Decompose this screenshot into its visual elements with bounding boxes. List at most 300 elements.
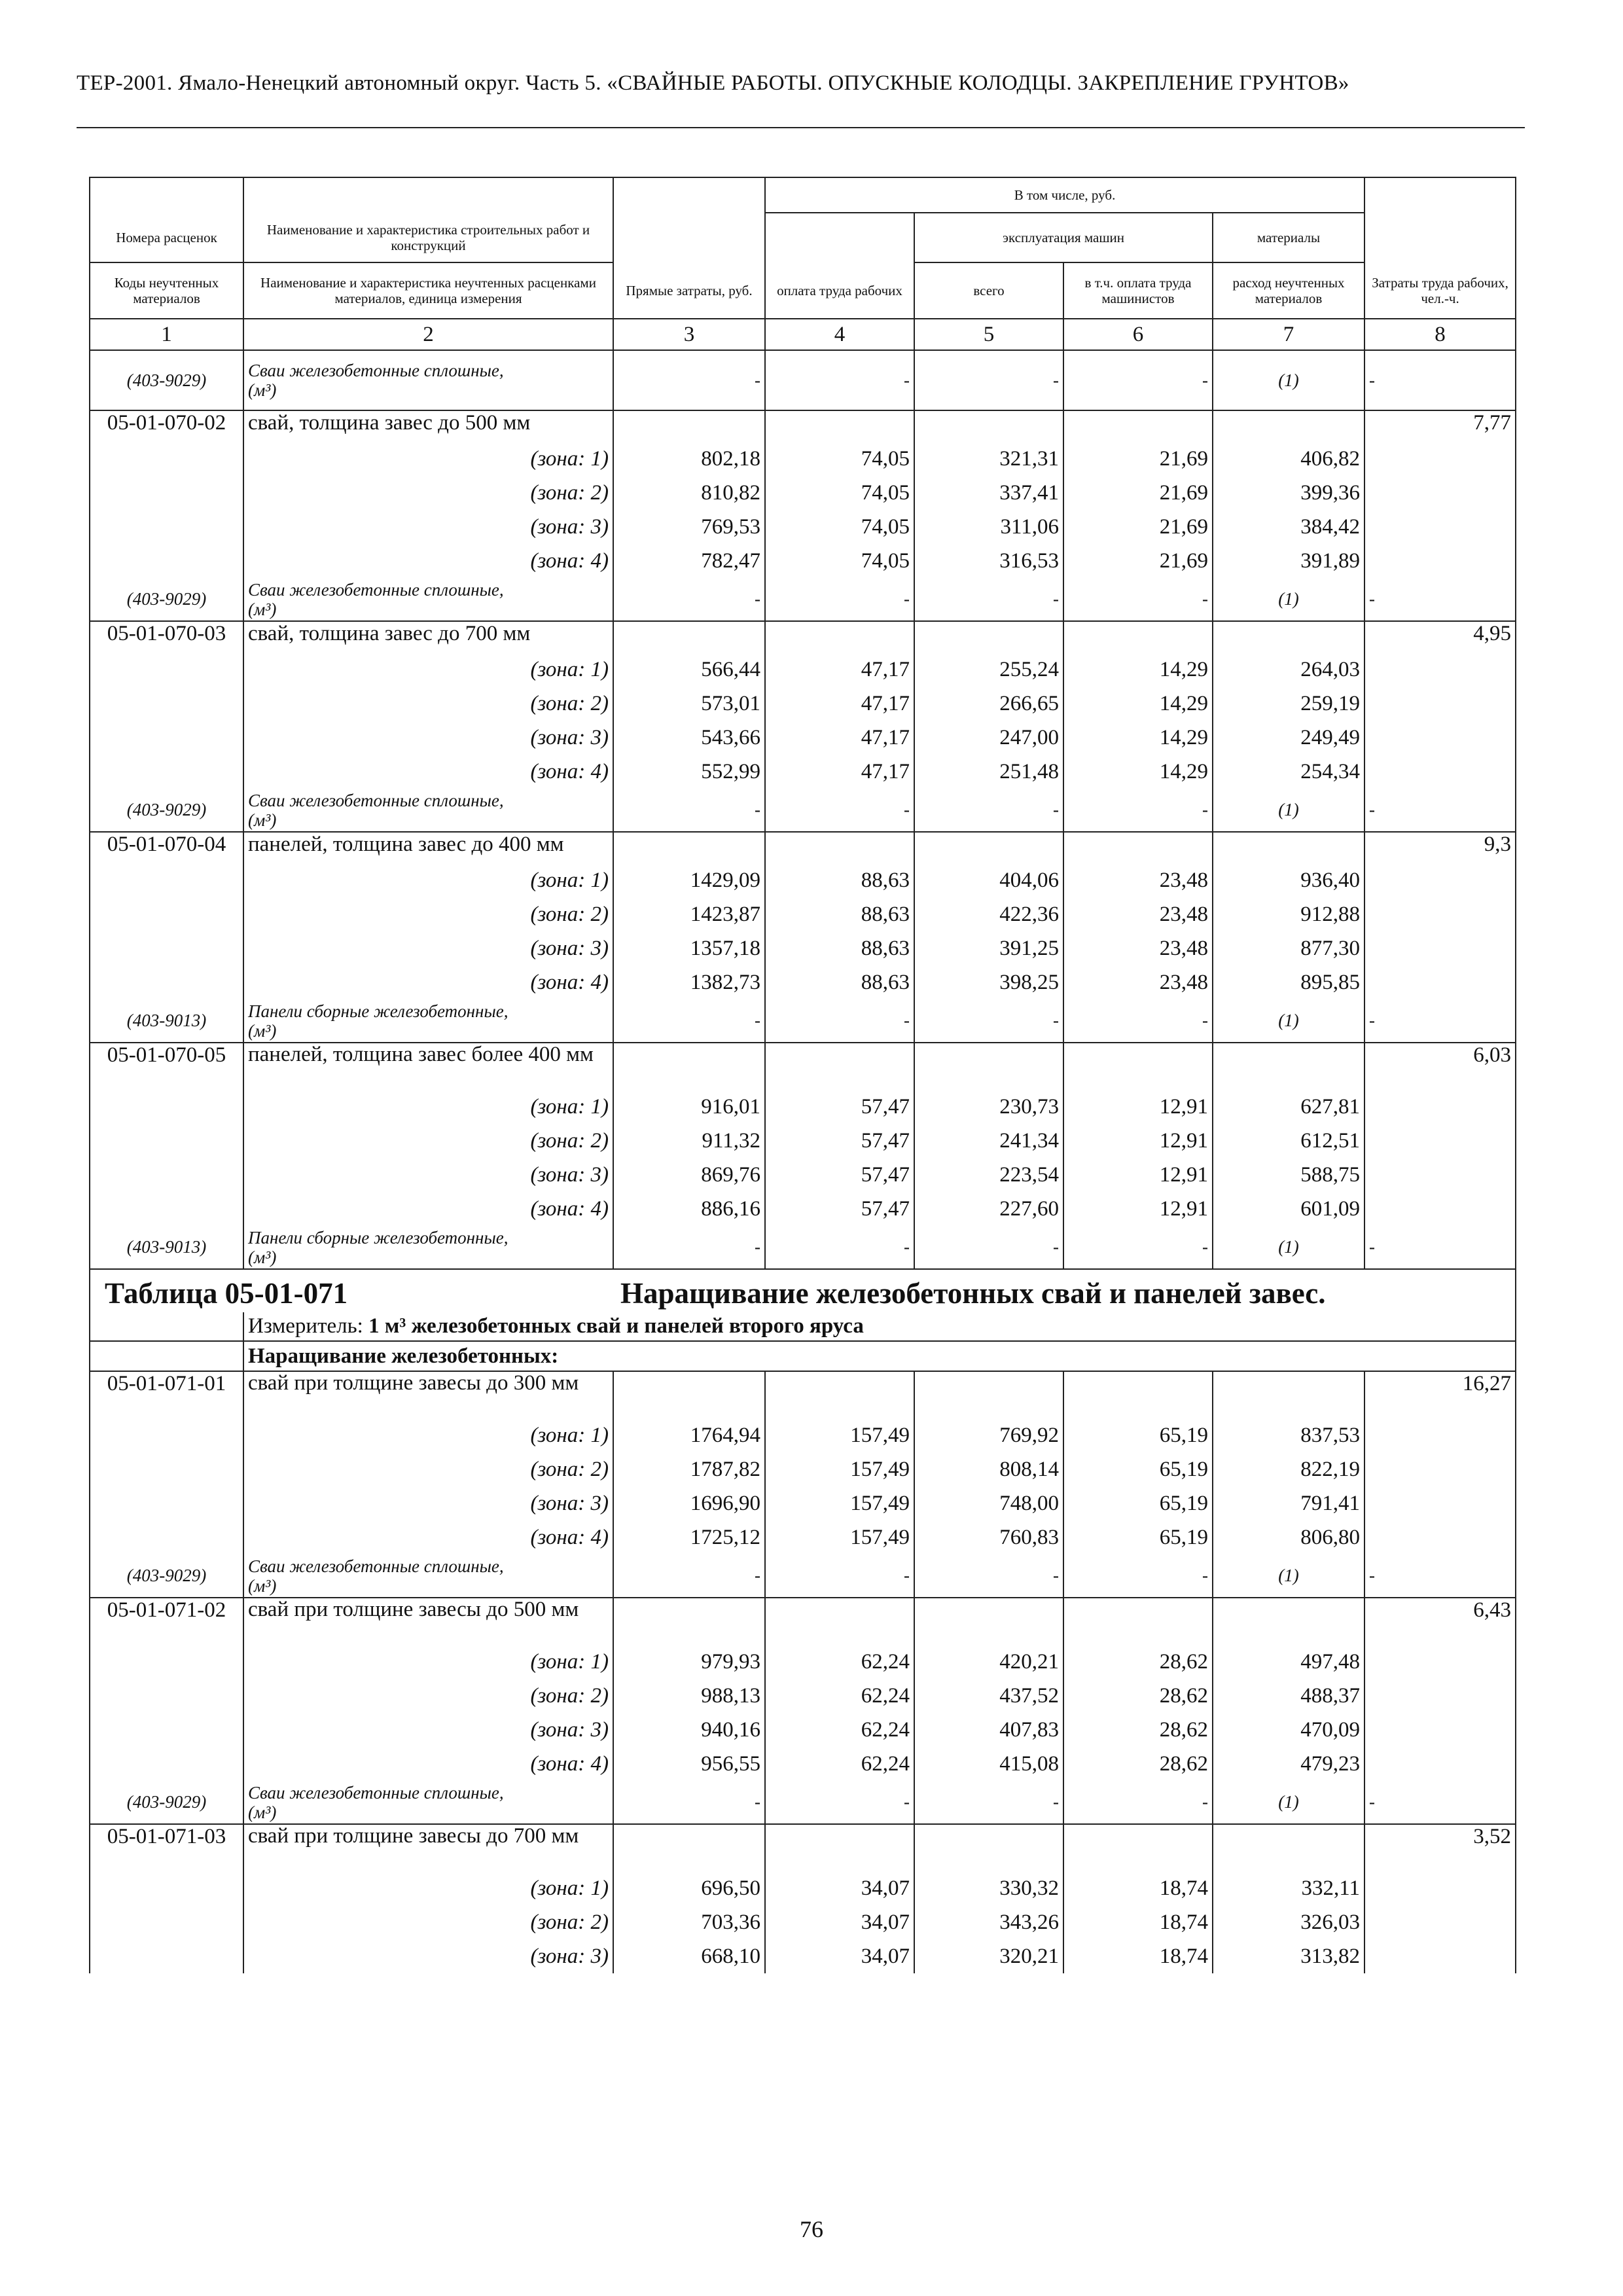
value-c7: 399,36: [1213, 476, 1364, 510]
value-c3: 1429,09: [613, 863, 765, 897]
zone-label: (зона: 2): [243, 476, 613, 510]
col1-header-top-spacer: [90, 177, 243, 213]
value-c6: 28,62: [1063, 1747, 1213, 1781]
labor-cost: 3,52: [1364, 1824, 1516, 1871]
material-name: [243, 1781, 613, 1824]
zone-row: [90, 1679, 1516, 1713]
material-name: [243, 999, 613, 1043]
value-c5: 241,34: [914, 1124, 1063, 1158]
value-c5: 251,48: [914, 755, 1063, 789]
zone-row: [90, 897, 1516, 931]
table2-measure: [243, 1312, 1516, 1341]
header-col7: расход неучтенных материалов: [1213, 262, 1364, 319]
value-c3: 1764,94: [613, 1418, 765, 1452]
value-c7: 470,09: [1213, 1713, 1364, 1747]
labor-cost: 6,43: [1364, 1598, 1516, 1645]
empty-cell: [1364, 1418, 1516, 1452]
empty-cell: [765, 832, 914, 863]
value-c7: 877,30: [1213, 931, 1364, 965]
material-row: [90, 350, 1516, 410]
value-c4: 57,47: [765, 1158, 914, 1192]
value-c4: 157,49: [765, 1520, 914, 1554]
value-c3: 988,13: [613, 1679, 765, 1713]
value-c3: 1423,87: [613, 897, 765, 931]
value-c6: 18,74: [1063, 1939, 1213, 1973]
dash-value: -: [1364, 578, 1516, 621]
value-c4: 157,49: [765, 1452, 914, 1486]
empty-cell: [1364, 1520, 1516, 1554]
material-name-text: Сваи железобетонные сплошные,: [248, 1556, 504, 1576]
measure-prefix: Измеритель:: [248, 1314, 363, 1338]
empty-cell: [1364, 1158, 1516, 1192]
value-c4: 74,05: [765, 510, 914, 544]
zone-row: [90, 1747, 1516, 1781]
value-c5: 407,83: [914, 1713, 1063, 1747]
dash-value: -: [1063, 350, 1213, 410]
empty-cell: [914, 1598, 1063, 1645]
material-name-line: [248, 1556, 609, 1576]
dash-value: -: [914, 1554, 1063, 1598]
empty-cell: [1364, 1905, 1516, 1939]
dash-value: -: [1364, 1226, 1516, 1269]
value-c5: 316,53: [914, 544, 1063, 578]
empty-cell: [613, 1043, 765, 1090]
value-c6: 65,19: [1063, 1486, 1213, 1520]
zone-row: [90, 1192, 1516, 1226]
zone-row: [90, 653, 1516, 687]
value-c7: 332,11: [1213, 1871, 1364, 1905]
page-header: ТЕР-2001. Ямало-Ненецкий автономный округ. Часть 5. «СВАЙНЫЕ РАБОТЫ. ОПУСКНЫЕ КОЛОДЦЫ. ЗАКРЕПЛЕНИЕ ГРУНТОВ»: [77, 71, 1349, 95]
zone-row: [90, 931, 1516, 965]
value-c3: 552,99: [613, 755, 765, 789]
value-c5: 420,21: [914, 1645, 1063, 1679]
material-name-line: [248, 791, 609, 810]
labor-cost: 6,03: [1364, 1043, 1516, 1090]
value-c6: 23,48: [1063, 931, 1213, 965]
dash-value: -: [765, 350, 914, 410]
value-c7: 627,81: [1213, 1090, 1364, 1124]
dash-value: -: [613, 1554, 765, 1598]
value-c7: 588,75: [1213, 1158, 1364, 1192]
empty-cell: [90, 442, 243, 476]
rate-code: 05-01-070-03: [90, 621, 243, 653]
rate-row: [90, 832, 1516, 863]
empty-cell: [1213, 1371, 1364, 1418]
empty-cell: [90, 755, 243, 789]
dash-value: -: [1364, 350, 1516, 410]
empty-cell: [90, 1486, 243, 1520]
material-row: [90, 578, 1516, 621]
page-number: 76: [800, 2216, 823, 2242]
table2-measure-row: [90, 1312, 1516, 1341]
empty-cell: [1213, 621, 1364, 653]
value-c6: 23,48: [1063, 863, 1213, 897]
empty-cell: [1364, 1090, 1516, 1124]
dash-value: -: [1063, 789, 1213, 832]
value-c3: 1357,18: [613, 931, 765, 965]
zone-row: [90, 1871, 1516, 1905]
empty-cell: [90, 1090, 243, 1124]
value-c4: 157,49: [765, 1418, 914, 1452]
zone-row: [90, 544, 1516, 578]
empty-cell: [90, 510, 243, 544]
empty-cell: [1364, 1486, 1516, 1520]
zone-label: (зона: 2): [243, 1905, 613, 1939]
value-c7: 806,80: [1213, 1520, 1364, 1554]
labor-cost: 9,3: [1364, 832, 1516, 863]
material-name: [243, 578, 613, 621]
empty-cell: [1213, 1043, 1364, 1090]
value-c7: 259,19: [1213, 687, 1364, 721]
value-c4: 74,05: [765, 476, 914, 510]
table2-label: Таблица 05-01-071: [105, 1277, 348, 1310]
material-qty: (1): [1213, 1781, 1364, 1824]
material-row: [90, 789, 1516, 832]
zone-row: [90, 1452, 1516, 1486]
value-c4: 74,05: [765, 544, 914, 578]
empty-cell: [1364, 1939, 1516, 1973]
value-c5: 337,41: [914, 476, 1063, 510]
table2-title-cell: [90, 1269, 1516, 1312]
rate-name: панелей, толщина завес более 400 мм: [243, 1043, 613, 1090]
measure-unit: 1 м³ железобетонных свай и панелей второго яруса: [368, 1314, 864, 1338]
empty-cell: [1364, 510, 1516, 544]
value-c3: 1696,90: [613, 1486, 765, 1520]
material-code: (403-9029): [90, 1554, 243, 1598]
material-unit: (м³): [248, 1575, 277, 1596]
material-name-text: Сваи железобетонные сплошные,: [248, 1782, 504, 1803]
empty-cell: [90, 1905, 243, 1939]
zone-row: [90, 1939, 1516, 1973]
value-c6: 23,48: [1063, 897, 1213, 931]
empty-cell: [914, 1371, 1063, 1418]
col-number: 1: [90, 319, 243, 350]
empty-cell: [1063, 1598, 1213, 1645]
dash-value: -: [914, 789, 1063, 832]
empty-cell: [90, 1679, 243, 1713]
empty-cell: [90, 653, 243, 687]
value-c5: 255,24: [914, 653, 1063, 687]
empty-cell: [1364, 1124, 1516, 1158]
header-col2-bottom: Наименование и характеристика неучтенных расценками материалов, единица измерения: [243, 262, 613, 319]
empty-cell: [1364, 965, 1516, 999]
value-c5: 230,73: [914, 1090, 1063, 1124]
value-c3: 810,82: [613, 476, 765, 510]
value-c4: 74,05: [765, 442, 914, 476]
header-col4: оплата труда рабочих: [765, 262, 914, 319]
zone-row: [90, 1158, 1516, 1192]
value-c7: 326,03: [1213, 1905, 1364, 1939]
empty-cell: [90, 1520, 243, 1554]
empty-cell: [1364, 931, 1516, 965]
zone-label: (зона: 1): [243, 863, 613, 897]
value-c3: 543,66: [613, 721, 765, 755]
empty-cell: [1213, 1824, 1364, 1871]
material-name-line: [248, 1783, 609, 1803]
zone-row: [90, 863, 1516, 897]
material-row: [90, 999, 1516, 1043]
zone-label: (зона: 1): [243, 442, 613, 476]
zone-label: (зона: 4): [243, 1747, 613, 1781]
value-c6: 12,91: [1063, 1158, 1213, 1192]
value-c4: 57,47: [765, 1124, 914, 1158]
empty-cell: [1063, 1043, 1213, 1090]
dash-value: -: [765, 1226, 914, 1269]
value-c7: 384,42: [1213, 510, 1364, 544]
value-c5: 808,14: [914, 1452, 1063, 1486]
zone-row: [90, 1905, 1516, 1939]
zone-row: [90, 476, 1516, 510]
header-machines: эксплуатация машин: [914, 213, 1213, 262]
empty-cell: [1364, 544, 1516, 578]
empty-cell: [90, 721, 243, 755]
value-c3: 956,55: [613, 1747, 765, 1781]
zone-label: (зона: 2): [243, 1452, 613, 1486]
empty-cell: [1364, 687, 1516, 721]
zone-row: [90, 687, 1516, 721]
empty-cell: [613, 410, 765, 442]
col-number: 8: [1364, 319, 1516, 350]
value-c4: 47,17: [765, 653, 914, 687]
zone-label: (зона: 3): [243, 1486, 613, 1520]
table2-section-row: [90, 1341, 1516, 1371]
empty-cell: [613, 621, 765, 653]
value-c6: 21,69: [1063, 442, 1213, 476]
value-c4: 62,24: [765, 1679, 914, 1713]
col3-header-top-spacer: [613, 177, 765, 213]
value-c3: 1787,82: [613, 1452, 765, 1486]
empty-cell: [1364, 1679, 1516, 1713]
rate-name: свай при толщине завесы до 500 мм: [243, 1598, 613, 1645]
value-c5: 769,92: [914, 1418, 1063, 1452]
zone-row: [90, 1713, 1516, 1747]
zone-label: (зона: 3): [243, 1939, 613, 1973]
col-number: 2: [243, 319, 613, 350]
value-c5: 343,26: [914, 1905, 1063, 1939]
header-col6: в т.ч. оплата труда машинистов: [1063, 262, 1213, 319]
dash-value: -: [914, 1226, 1063, 1269]
empty-cell: [765, 410, 914, 442]
header-col3: Прямые затраты, руб.: [613, 262, 765, 319]
zone-row: [90, 965, 1516, 999]
value-c4: 47,17: [765, 687, 914, 721]
value-c6: 28,62: [1063, 1713, 1213, 1747]
dash-value: -: [1063, 578, 1213, 621]
dash-value: -: [1063, 1226, 1213, 1269]
value-c7: 497,48: [1213, 1645, 1364, 1679]
value-c6: 12,91: [1063, 1090, 1213, 1124]
rate-name: свай при толщине завесы до 700 мм: [243, 1824, 613, 1871]
empty-cell: [914, 832, 1063, 863]
value-c5: 398,25: [914, 965, 1063, 999]
dash-value: -: [914, 1781, 1063, 1824]
col-number: 5: [914, 319, 1063, 350]
value-c7: 936,40: [1213, 863, 1364, 897]
value-c5: 404,06: [914, 863, 1063, 897]
value-c3: 703,36: [613, 1905, 765, 1939]
zone-row: [90, 721, 1516, 755]
header-col2-top: Наименование и характеристика строительных работ и конструкций: [243, 213, 613, 262]
zone-label: (зона: 1): [243, 1418, 613, 1452]
zone-row: [90, 1124, 1516, 1158]
value-c6: 12,91: [1063, 1192, 1213, 1226]
rate-name: свай при толщине завесы до 300 мм: [243, 1371, 613, 1418]
material-qty: (1): [1213, 578, 1364, 621]
material-name-line: [248, 361, 609, 380]
empty-cell: [90, 1452, 243, 1486]
col4-header-spacer: [765, 213, 914, 262]
rate-row: [90, 1371, 1516, 1418]
value-c3: 886,16: [613, 1192, 765, 1226]
material-name-line: [248, 1001, 609, 1021]
material-row: [90, 1554, 1516, 1598]
header-col1-top: Номера расценок: [90, 213, 243, 262]
dash-value: -: [1063, 1554, 1213, 1598]
value-c5: 321,31: [914, 442, 1063, 476]
value-c6: 12,91: [1063, 1124, 1213, 1158]
zone-label: (зона: 4): [243, 965, 613, 999]
rate-code: 05-01-071-02: [90, 1598, 243, 1645]
empty-cell: [914, 621, 1063, 653]
zone-row: [90, 510, 1516, 544]
value-c4: 57,47: [765, 1090, 914, 1124]
empty-cell: [613, 832, 765, 863]
empty-cell: [90, 931, 243, 965]
material-row: [90, 1226, 1516, 1269]
value-c3: 566,44: [613, 653, 765, 687]
value-c5: 760,83: [914, 1520, 1063, 1554]
dash-value: -: [914, 999, 1063, 1043]
zone-row: [90, 1520, 1516, 1554]
material-unit: (м³): [248, 1247, 277, 1267]
zone-label: (зона: 2): [243, 897, 613, 931]
zone-label: (зона: 2): [243, 1124, 613, 1158]
dash-value: -: [765, 1554, 914, 1598]
empty-cell: [1063, 1824, 1213, 1871]
value-c7: 313,82: [1213, 1939, 1364, 1973]
value-c7: 895,85: [1213, 965, 1364, 999]
zone-label: (зона: 1): [243, 653, 613, 687]
material-qty: (1): [1213, 1226, 1364, 1269]
dash-value: -: [914, 350, 1063, 410]
value-c6: 65,19: [1063, 1418, 1213, 1452]
material-qty: (1): [1213, 999, 1364, 1043]
zone-row: [90, 1418, 1516, 1452]
value-c5: 247,00: [914, 721, 1063, 755]
value-c5: 320,21: [914, 1939, 1063, 1973]
dash-value: -: [613, 789, 765, 832]
material-name: [243, 350, 613, 410]
empty-cell: [765, 1371, 914, 1418]
material-qty: (1): [1213, 1554, 1364, 1598]
empty-cell: [90, 1418, 243, 1452]
dash-value: -: [1364, 999, 1516, 1043]
empty-cell: [1364, 755, 1516, 789]
zone-label: (зона: 3): [243, 931, 613, 965]
value-c4: 57,47: [765, 1192, 914, 1226]
rate-row: [90, 1598, 1516, 1645]
empty-cell: [1213, 1598, 1364, 1645]
value-c4: 88,63: [765, 931, 914, 965]
col-number: 6: [1063, 319, 1213, 350]
value-c6: 14,29: [1063, 755, 1213, 789]
dash-value: -: [613, 1226, 765, 1269]
zone-label: (зона: 3): [243, 1158, 613, 1192]
material-name-text: Сваи железобетонные сплошные,: [248, 790, 504, 810]
table2-title-row: [90, 1269, 1516, 1312]
value-c5: 330,32: [914, 1871, 1063, 1905]
empty-cell: [90, 1747, 243, 1781]
value-c5: 227,60: [914, 1192, 1063, 1226]
value-c6: 65,19: [1063, 1452, 1213, 1486]
material-unit: (м³): [248, 380, 277, 400]
value-c7: 822,19: [1213, 1452, 1364, 1486]
material-qty: (1): [1213, 350, 1364, 410]
dash-value: -: [1364, 1554, 1516, 1598]
value-c3: 1725,12: [613, 1520, 765, 1554]
dash-value: -: [765, 999, 914, 1043]
empty-cell: [914, 410, 1063, 442]
value-c6: 14,29: [1063, 687, 1213, 721]
value-c4: 34,07: [765, 1905, 914, 1939]
col2-header-top-spacer: [243, 177, 613, 213]
material-name-text: Сваи железобетонные сплошные,: [248, 579, 504, 600]
rate-code: 05-01-070-05: [90, 1043, 243, 1090]
zone-label: (зона: 3): [243, 1713, 613, 1747]
value-c5: 415,08: [914, 1747, 1063, 1781]
rate-row: [90, 410, 1516, 442]
value-c5: 391,25: [914, 931, 1063, 965]
value-c4: 62,24: [765, 1713, 914, 1747]
zone-label: (зона: 3): [243, 721, 613, 755]
empty-cell: [90, 1158, 243, 1192]
value-c6: 14,29: [1063, 653, 1213, 687]
header-col5: всего: [914, 262, 1063, 319]
col8-header-spacer: [1364, 213, 1516, 262]
material-name-text: Панели сборные железобетонные,: [248, 1001, 508, 1021]
empty-cell: [90, 476, 243, 510]
empty-cell: [1364, 1713, 1516, 1747]
empty-cell: [613, 1824, 765, 1871]
zone-label: (зона: 1): [243, 1871, 613, 1905]
value-c6: 65,19: [1063, 1520, 1213, 1554]
empty-cell: [1364, 1192, 1516, 1226]
rate-row: [90, 621, 1516, 653]
value-c5: 311,06: [914, 510, 1063, 544]
value-c5: 748,00: [914, 1486, 1063, 1520]
header-col8: Затраты труда рабочих, чел.-ч.: [1364, 262, 1516, 319]
zone-label: (зона: 2): [243, 1679, 613, 1713]
zone-label: (зона: 3): [243, 510, 613, 544]
value-c6: 21,69: [1063, 544, 1213, 578]
empty-cell: [765, 1824, 914, 1871]
material-code: (403-9029): [90, 350, 243, 410]
dash-value: -: [1364, 1781, 1516, 1824]
value-c4: 88,63: [765, 965, 914, 999]
value-c4: 47,17: [765, 755, 914, 789]
value-c6: 28,62: [1063, 1679, 1213, 1713]
value-c3: 696,50: [613, 1871, 765, 1905]
value-c7: 479,23: [1213, 1747, 1364, 1781]
rate-name: свай, толщина завес до 700 мм: [243, 621, 613, 653]
empty-cell: [1364, 653, 1516, 687]
material-code: (403-9013): [90, 1226, 243, 1269]
material-name: [243, 1226, 613, 1269]
value-c3: 782,47: [613, 544, 765, 578]
value-c6: 14,29: [1063, 721, 1213, 755]
dash-value: -: [765, 1781, 914, 1824]
zone-label: (зона: 1): [243, 1090, 613, 1124]
